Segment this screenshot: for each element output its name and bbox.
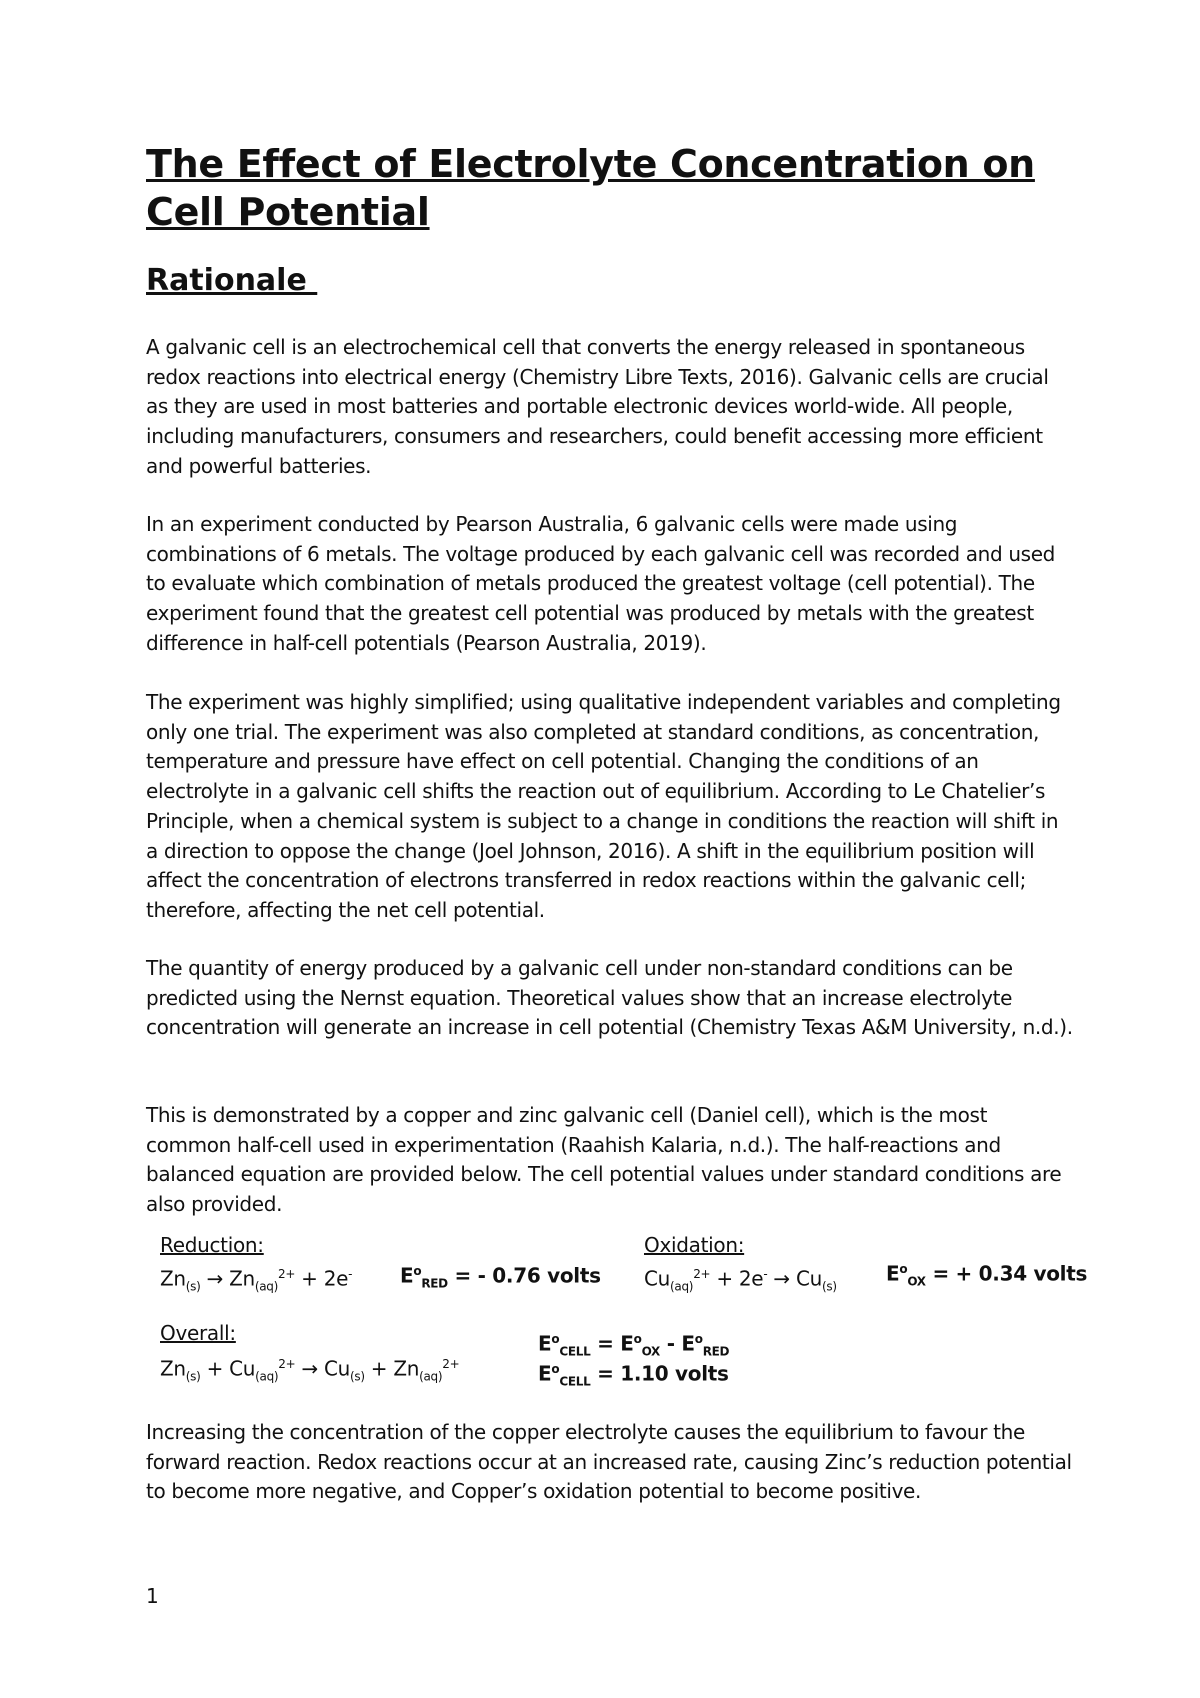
paragraph-3: The experiment was highly simplified; using qualitative independent variables and completing only one trial. The experiment was also completed at standard conditions, as concentration, temperature and pressure have effect on cell potential. Changing the conditions of an electrolyte in a galvanic cell shifts the reaction out of equilibrium. According to Le Chatelier’s Principle, when a chemical system is subject to a change in conditions the reaction will shift in a direction to oppose the change (Joel Johnson, 2016). A shift in the equilibrium position will affect the concentration of electrons transferred in redox reactions within the galvanic cell; therefore, affecting the net cell potential. (146, 690, 1061, 922)
overall-equation: $Zn_{(s)} + Cu_{(aq)}^{2+} \to Cu_{(s)} + Zn_{(aq)}^{2+}$ (160, 1356, 460, 1384)
paragraph-6: Increasing the concentration of the copper electrolyte causes the equilibrium to favour the forward reaction. Redox reactions occur at an increased rate, causing Zinc’s reduction potential to become more negative, and Copper’s oxidation potential to become positive. (146, 1420, 1072, 1504)
e-cell-formula: $E^o_{CELL} = E^o_{OX} - E^o_{RED}$ (538, 1331, 730, 1359)
section-heading-rationale: Rationale (146, 263, 318, 298)
page-number: 1 (146, 1584, 159, 1608)
overall-label: Overall: (160, 1321, 236, 1345)
e-red-value: $E^o_{RED}$ = - 0.76 volts (400, 1263, 601, 1291)
document-title: The Effect of Electrolyte Concentration on Cell Potential (146, 142, 1035, 234)
reduction-equation: $Zn_{(s)} \to Zn_{(aq)}^{2+} + 2e^-$ (160, 1266, 353, 1294)
e-ox-value: $E^o_{OX}$ = + 0.34 volts (886, 1261, 1088, 1289)
paragraph-1: A galvanic cell is an electrochemical cell that converts the energy released in spontaneous redox reactions into electrical energy (Chemistry Libre Texts, 2016). Galvanic cells are crucial as they are used in most batteries and portable electronic devices world-wide. All people, including manufacturers, consumers and researchers, could benefit accessing more efficient and powerful batteries. (146, 335, 1049, 478)
oxidation-equation: $Cu_{(aq)}^{2+} + 2e^- \to Cu_{(s)}$ (644, 1266, 837, 1294)
reduction-label: Reduction: (160, 1233, 264, 1257)
oxidation-label: Oxidation: (644, 1233, 745, 1257)
paragraph-2: In an experiment conducted by Pearson Australia, 6 galvanic cells were made using combinations of 6 metals. The voltage produced by each galvanic cell was recorded and used to evaluate which combination of metals produced the greatest voltage (cell potential). The experiment found that the greatest cell potential was produced by metals with the greatest difference in half-cell potentials (Pearson Australia, 2019). (146, 512, 1056, 655)
e-cell-value: $E^o_{CELL} = 1.10$ volts (538, 1361, 729, 1389)
paragraph-5: This is demonstrated by a copper and zinc galvanic cell (Daniel cell), which is the most common half-cell used in experimentation (Raahish Kalaria, n.d.). The half-reactions and balanced equation are provided below. The cell potential values under standard conditions are also provided. (146, 1103, 1062, 1217)
paragraph-4: The quantity of energy produced by a galvanic cell under non-standard conditions can be predicted using the Nernst equation. Theoretical values show that an increase electrolyte concentration will generate an increase in cell potential (Chemistry Texas A&M University, n.d.). (146, 956, 1073, 1040)
